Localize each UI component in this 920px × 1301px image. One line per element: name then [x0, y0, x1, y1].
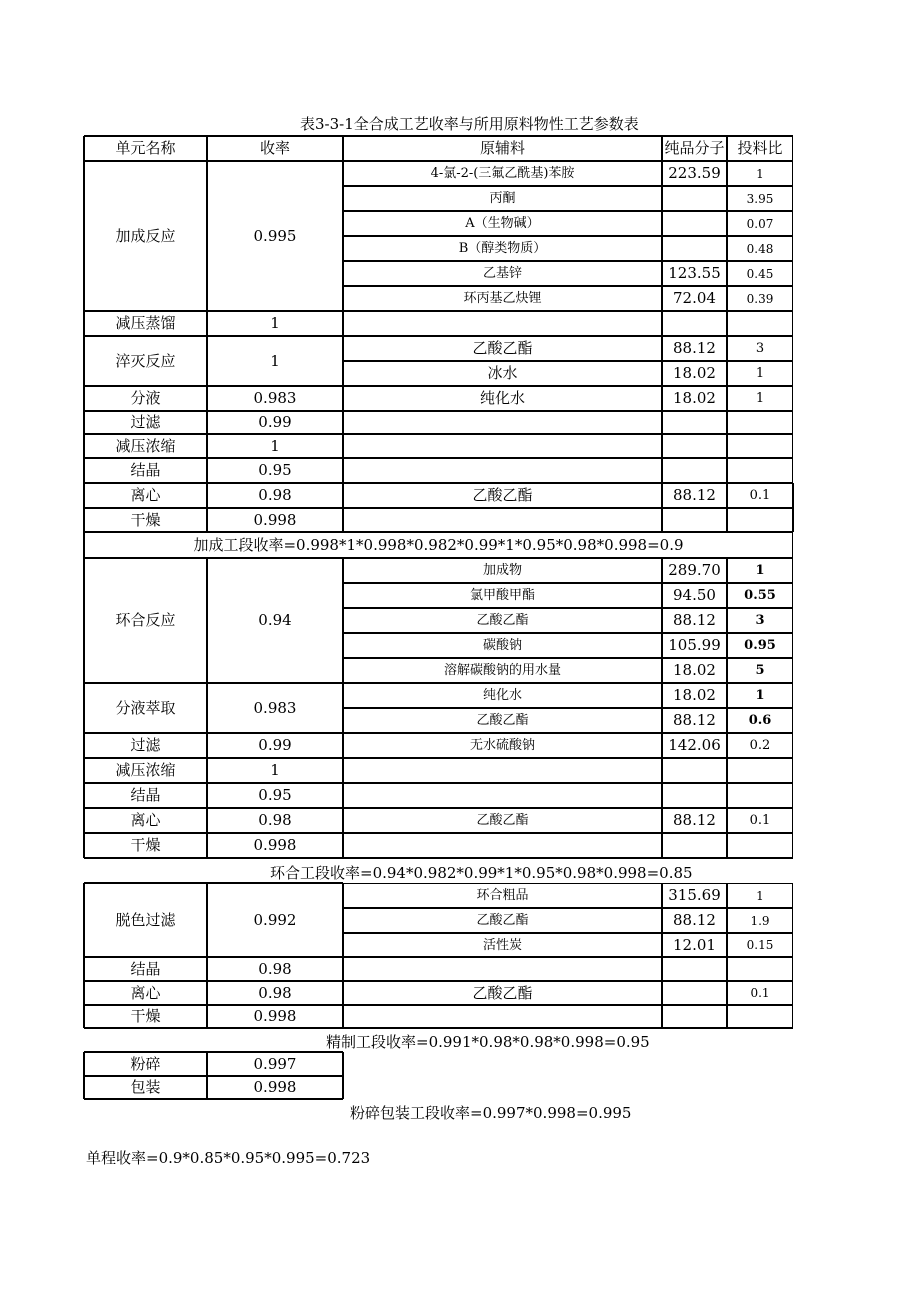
empty-cell	[343, 758, 662, 783]
yield-cell: 1	[207, 311, 343, 336]
empty-cell	[662, 833, 727, 858]
unit-name-cell: 结晶	[84, 783, 207, 808]
molecular-weight-cell: 18.02	[662, 658, 727, 683]
table-rule	[84, 956, 793, 958]
table-rule	[84, 682, 793, 684]
material-name-cell: 乙酸乙酯	[343, 908, 662, 933]
material-name-cell: 环合粗品	[343, 883, 662, 908]
material-name-cell: B（醇类物质）	[343, 236, 662, 261]
yield-cell: 0.94	[207, 558, 343, 683]
overall-yield: 单程收率=0.9*0.85*0.95*0.995=0.723	[86, 1149, 371, 1167]
molecular-weight-cell: 289.70	[662, 558, 727, 583]
header-unit-name: 单元名称	[84, 136, 207, 161]
feed-ratio-cell: 1	[727, 883, 793, 908]
table-rule	[727, 507, 793, 509]
empty-cell	[343, 311, 662, 336]
molecular-weight-cell: 88.12	[662, 608, 727, 633]
feed-ratio-cell: 0.15	[727, 933, 793, 957]
yield-cell: 0.98	[207, 957, 343, 981]
feed-ratio-cell: 1	[727, 386, 793, 411]
empty-cell	[343, 833, 662, 858]
table-rule	[84, 531, 793, 533]
yield-cell: 0.98	[207, 483, 343, 508]
feed-ratio-cell: 0.1	[727, 981, 793, 1005]
unit-name-cell: 结晶	[84, 957, 207, 981]
feed-ratio-cell: 3.95	[727, 186, 793, 211]
header-feed-ratio: 投料比	[727, 136, 793, 161]
empty-cell	[727, 957, 793, 981]
unit-name-cell: 淬灭反应	[84, 336, 207, 386]
molecular-weight-cell: 18.02	[662, 683, 727, 708]
header-material: 原辅料	[343, 136, 662, 161]
unit-name-cell: 干燥	[84, 508, 207, 532]
feed-ratio-cell: 0.48	[727, 236, 793, 261]
unit-name-cell: 加成反应	[84, 161, 207, 311]
molecular-weight-cell: 105.99	[662, 633, 727, 658]
molecular-weight-cell: 88.12	[662, 336, 727, 361]
table-rule	[84, 882, 343, 884]
table-rule	[206, 558, 208, 858]
yield-cell: 0.99	[207, 733, 343, 758]
empty-cell	[662, 957, 727, 981]
molecular-weight-cell: 142.06	[662, 733, 727, 758]
empty-cell	[343, 411, 662, 434]
yield-cell: 0.95	[207, 783, 343, 808]
unit-name-cell: 离心	[84, 808, 207, 833]
empty-cell	[662, 508, 727, 532]
unit-name-cell: 结晶	[84, 458, 207, 483]
material-name-cell: 纯化水	[343, 386, 662, 411]
empty-cell	[727, 833, 793, 858]
molecular-weight-cell: 223.59	[662, 161, 727, 186]
feed-ratio-cell: 3	[727, 336, 793, 361]
feed-ratio-cell: 0.6	[727, 708, 793, 733]
empty-cell	[662, 311, 727, 336]
molecular-weight-cell: 18.02	[662, 386, 727, 411]
molecular-weight-cell	[662, 236, 727, 261]
empty-cell	[343, 458, 662, 483]
feed-ratio-cell: 0.1	[727, 808, 793, 833]
yield-cell: 0.997	[207, 1052, 343, 1076]
molecular-weight-cell: 12.01	[662, 933, 727, 957]
table-rule	[84, 385, 793, 387]
unit-name-cell: 减压蒸馏	[84, 311, 207, 336]
feed-ratio-cell: 0.07	[727, 211, 793, 236]
empty-cell	[727, 783, 793, 808]
unit-name-cell: 脱色过滤	[84, 883, 207, 957]
table-rule	[84, 732, 343, 734]
header-molecular-weight: 纯品分子	[662, 136, 727, 161]
yield-cell: 0.983	[207, 683, 343, 733]
material-name-cell: 乙酸乙酯	[343, 808, 662, 833]
unit-name-cell: 包装	[84, 1076, 207, 1099]
empty-cell	[662, 758, 727, 783]
unit-name-cell: 离心	[84, 483, 207, 508]
section1-yield-summary: 加成工段收率=0.998*1*0.998*0.982*0.99*1*0.95*0.98*0.998=0.9	[84, 532, 793, 558]
yield-cell: 0.98	[207, 808, 343, 833]
empty-cell	[727, 458, 793, 483]
table-rule	[342, 558, 344, 858]
empty-cell	[343, 1005, 662, 1028]
unit-name-cell: 粉碎	[84, 1052, 207, 1076]
yield-cell: 1	[207, 434, 343, 458]
table-rule	[84, 310, 793, 312]
yield-cell: 0.995	[207, 161, 343, 311]
empty-cell	[727, 311, 793, 336]
material-name-cell: 丙酮	[343, 186, 662, 211]
yield-cell: 0.998	[207, 508, 343, 532]
empty-cell	[727, 508, 793, 532]
molecular-weight-cell: 88.12	[662, 708, 727, 733]
feed-ratio-cell: 1	[727, 558, 793, 583]
table-rule	[342, 136, 344, 532]
material-name-cell: 乙酸乙酯	[343, 708, 662, 733]
feed-ratio-cell: 1	[727, 161, 793, 186]
unit-name-cell: 离心	[84, 981, 207, 1005]
empty-cell	[662, 458, 727, 483]
yield-cell: 0.998	[207, 1005, 343, 1028]
material-name-cell: 无水硫酸钠	[343, 733, 662, 758]
yield-cell: 1	[207, 758, 343, 783]
material-name-cell: 乙酸乙酯	[343, 483, 662, 508]
empty-cell	[343, 957, 662, 981]
unit-name-cell: 过滤	[84, 733, 207, 758]
feed-ratio-cell: 0.2	[727, 733, 793, 758]
molecular-weight-cell: 123.55	[662, 261, 727, 286]
table-rule	[727, 482, 793, 484]
molecular-weight-cell: 72.04	[662, 286, 727, 311]
table-rule	[84, 1051, 343, 1053]
table-rule	[206, 136, 208, 532]
table-rule	[84, 160, 793, 162]
material-name-cell: 乙酸乙酯	[343, 608, 662, 633]
table-title: 表3-3-1全合成工艺收率与所用原料物性工艺参数表	[300, 115, 639, 133]
feed-ratio-cell: 1.9	[727, 908, 793, 933]
empty-cell	[662, 434, 727, 458]
section3-yield-summary: 精制工段收率=0.991*0.98*0.98*0.998=0.95	[326, 1033, 650, 1051]
feed-ratio-cell: 1	[727, 683, 793, 708]
feed-ratio-cell: 3	[727, 608, 793, 633]
molecular-weight-cell: 18.02	[662, 361, 727, 386]
table-rule	[206, 1052, 208, 1099]
unit-name-cell: 分液	[84, 386, 207, 411]
unit-name-cell: 过滤	[84, 411, 207, 434]
table-rule	[342, 1052, 344, 1099]
unit-name-cell: 减压浓缩	[84, 434, 207, 458]
material-name-cell: 碳酸钠	[343, 633, 662, 658]
material-name-cell: 环丙基乙炔锂	[343, 286, 662, 311]
empty-cell	[727, 434, 793, 458]
material-name-cell: 乙酸乙酯	[343, 336, 662, 361]
section2-yield-summary: 环合工段收率=0.94*0.982*0.99*1*0.95*0.98*0.998=0.85	[270, 864, 693, 882]
empty-cell	[662, 783, 727, 808]
empty-cell	[662, 1005, 727, 1028]
unit-name-cell: 减压浓缩	[84, 758, 207, 783]
molecular-weight-cell: 88.12	[662, 483, 727, 508]
empty-cell	[343, 508, 662, 532]
feed-ratio-cell: 0.39	[727, 286, 793, 311]
yield-cell: 0.98	[207, 981, 343, 1005]
table-rule	[83, 558, 85, 858]
empty-cell	[662, 411, 727, 434]
table-rule	[84, 557, 793, 559]
empty-cell	[343, 783, 662, 808]
molecular-weight-cell: 88.12	[662, 808, 727, 833]
feed-ratio-cell: 0.45	[727, 261, 793, 286]
empty-cell	[727, 1005, 793, 1028]
material-name-cell: 加成物	[343, 558, 662, 583]
material-name-cell: 4-氯-2-(三氟乙酰基)苯胺	[343, 161, 662, 186]
header-yield: 收率	[207, 136, 343, 161]
yield-cell: 0.998	[207, 1076, 343, 1099]
empty-cell	[343, 434, 662, 458]
yield-cell: 1	[207, 336, 343, 386]
material-name-cell: 乙酸乙酯	[343, 981, 662, 1005]
unit-name-cell: 环合反应	[84, 558, 207, 683]
material-name-cell: A（生物碱）	[343, 211, 662, 236]
molecular-weight-cell	[662, 981, 727, 1005]
material-name-cell: 乙基锌	[343, 261, 662, 286]
feed-ratio-cell: 0.55	[727, 583, 793, 608]
molecular-weight-cell: 88.12	[662, 908, 727, 933]
feed-ratio-cell: 5	[727, 658, 793, 683]
molecular-weight-cell: 315.69	[662, 883, 727, 908]
material-name-cell: 氯甲酸甲酯	[343, 583, 662, 608]
table-rule	[84, 335, 793, 337]
material-name-cell: 纯化水	[343, 683, 662, 708]
section4-yield-summary: 粉碎包装工段收率=0.997*0.998=0.995	[350, 1104, 632, 1122]
yield-cell: 0.992	[207, 883, 343, 957]
material-name-cell: 冰水	[343, 361, 662, 386]
molecular-weight-cell	[662, 211, 727, 236]
feed-ratio-cell: 0.1	[727, 483, 793, 508]
molecular-weight-cell	[662, 186, 727, 211]
table-rule	[84, 1098, 343, 1100]
feed-ratio-cell: 1	[727, 361, 793, 386]
table-rule	[84, 1027, 793, 1029]
yield-cell: 0.99	[207, 411, 343, 434]
unit-name-cell: 干燥	[84, 1005, 207, 1028]
feed-ratio-cell: 0.95	[727, 633, 793, 658]
table-rule	[84, 857, 793, 859]
empty-cell	[727, 758, 793, 783]
yield-cell: 0.998	[207, 833, 343, 858]
material-name-cell: 溶解碳酸钠的用水量	[343, 658, 662, 683]
table-rule	[83, 1052, 85, 1099]
unit-name-cell: 干燥	[84, 833, 207, 858]
table-rule	[84, 135, 793, 137]
yield-cell: 0.95	[207, 458, 343, 483]
material-name-cell: 活性炭	[343, 933, 662, 957]
empty-cell	[727, 411, 793, 434]
yield-cell: 0.983	[207, 386, 343, 411]
unit-name-cell: 分液萃取	[84, 683, 207, 733]
molecular-weight-cell: 94.50	[662, 583, 727, 608]
